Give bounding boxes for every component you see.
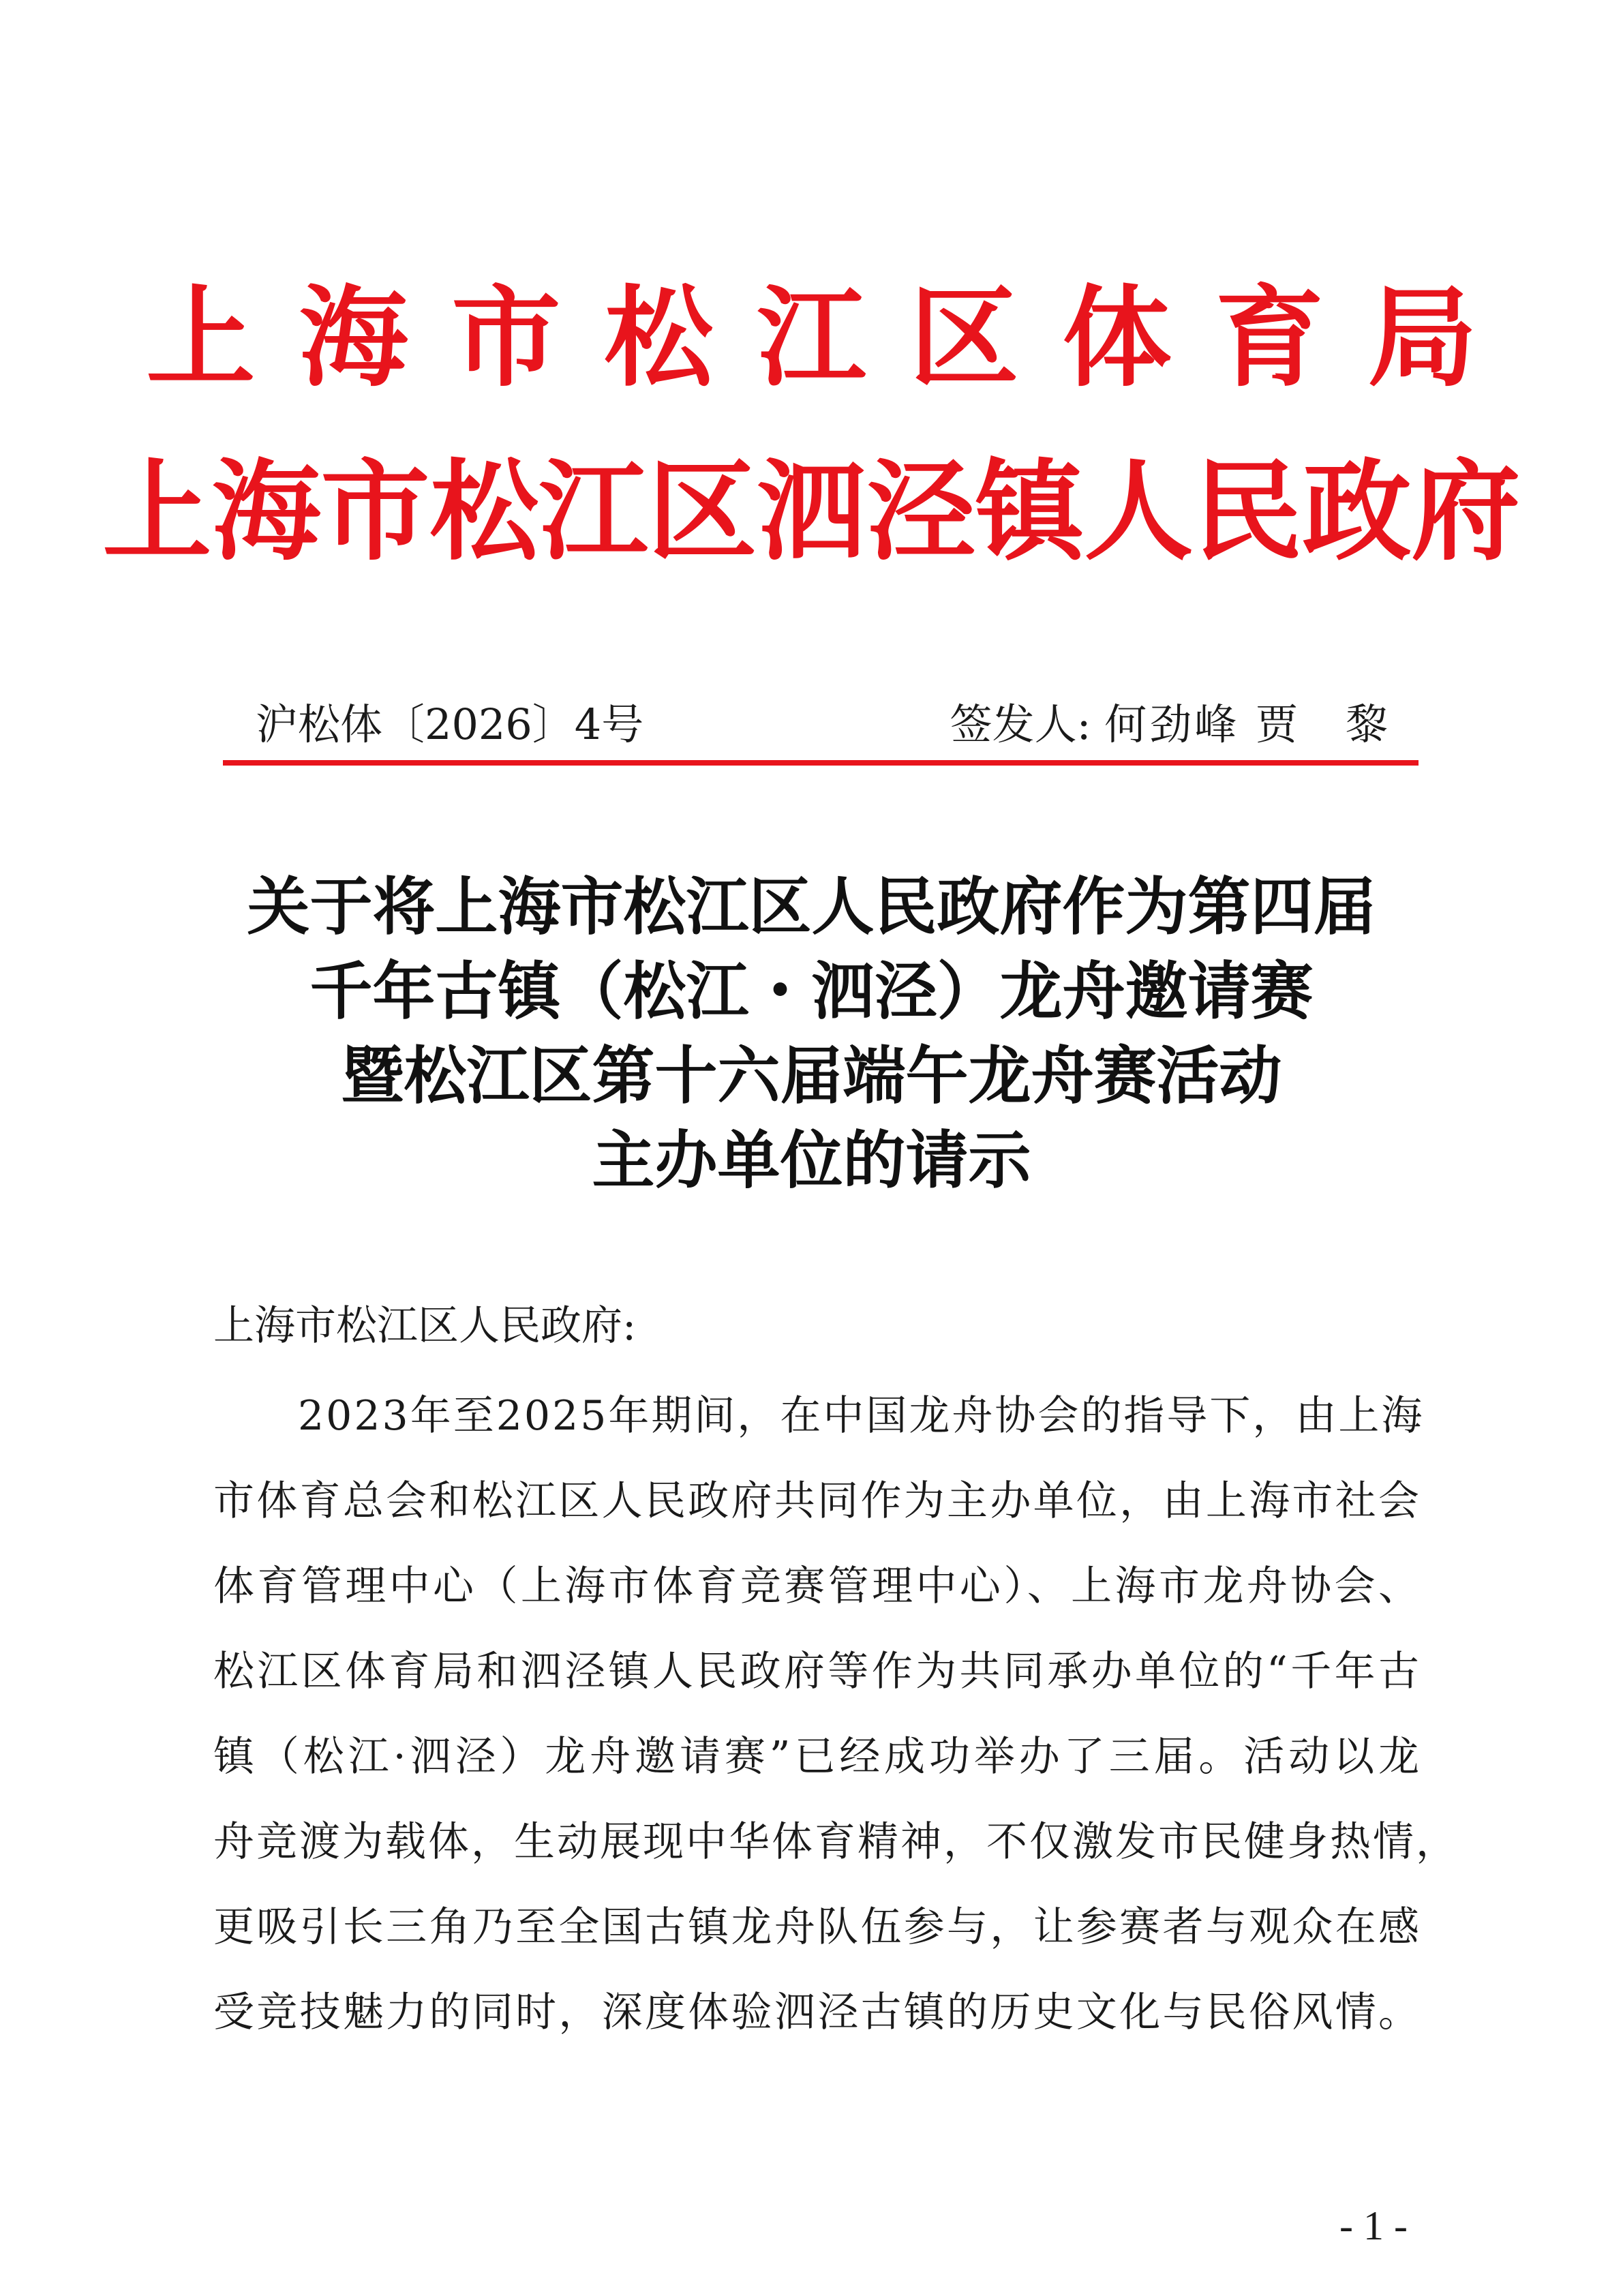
signer-label: 签发人: — [950, 699, 1091, 749]
title-line: 主办单位的请示 — [592, 1123, 1031, 1197]
body-paragraph — [213, 1374, 1459, 2055]
addressee: 上海市松江区人民政府: — [213, 1302, 637, 1350]
body-line: 镇（松江·泗泾）龙舟邀请赛”已经成功举办了三届。活动以龙 — [213, 1733, 1421, 1781]
issuing-org-sports-bureau: 上海市松江区体育局 — [146, 273, 1521, 402]
page-number: - 1 - — [1339, 2203, 1408, 2248]
document-number: 沪松体〔2026〕4号 — [256, 699, 644, 749]
body-line: 市体育总会和松江区人民政府共同作为主办单位，由上海市社会 — [213, 1477, 1421, 1525]
body-line: 体育管理中心（上海市体育竞赛管理中心）、上海市龙舟协会、 — [213, 1562, 1421, 1610]
red-divider-line — [223, 760, 1419, 766]
title-line: 千年古镇（松江・泗泾）龙舟邀请赛 — [309, 954, 1314, 1028]
title-line: 暨松江区第十六届端午龙舟赛活动 — [341, 1039, 1282, 1113]
body-line: 更吸引长三角乃至全国古镇龙舟队伍参与，让参赛者与观众在感 — [213, 1903, 1421, 1951]
body-line: 受竞技魅力的同时，深度体验泗泾古镇的历史文化与民俗风情。 — [213, 1989, 1421, 2036]
body-line: 2023年至2025年期间，在中国龙舟协会的指导下，由上海 — [298, 1392, 1425, 1440]
signer-names: 何劲峰 贾 黎 — [1104, 699, 1391, 749]
signer — [950, 694, 1391, 755]
issuing-org-town-government: 上海市松江区泗泾镇人民政府 — [102, 447, 1521, 575]
document-title — [0, 864, 1623, 1203]
title-line: 关于将上海市松江区人民政府作为第四届 — [247, 870, 1376, 943]
document-meta-row — [256, 694, 1391, 755]
body-line: 松江区体育局和泗泾镇人民政府等作为共同承办单位的“千年古 — [213, 1648, 1421, 1695]
body-line: 舟竞渡为载体，生动展现中华体育精神，不仅激发市民健身热情， — [213, 1818, 1459, 1866]
